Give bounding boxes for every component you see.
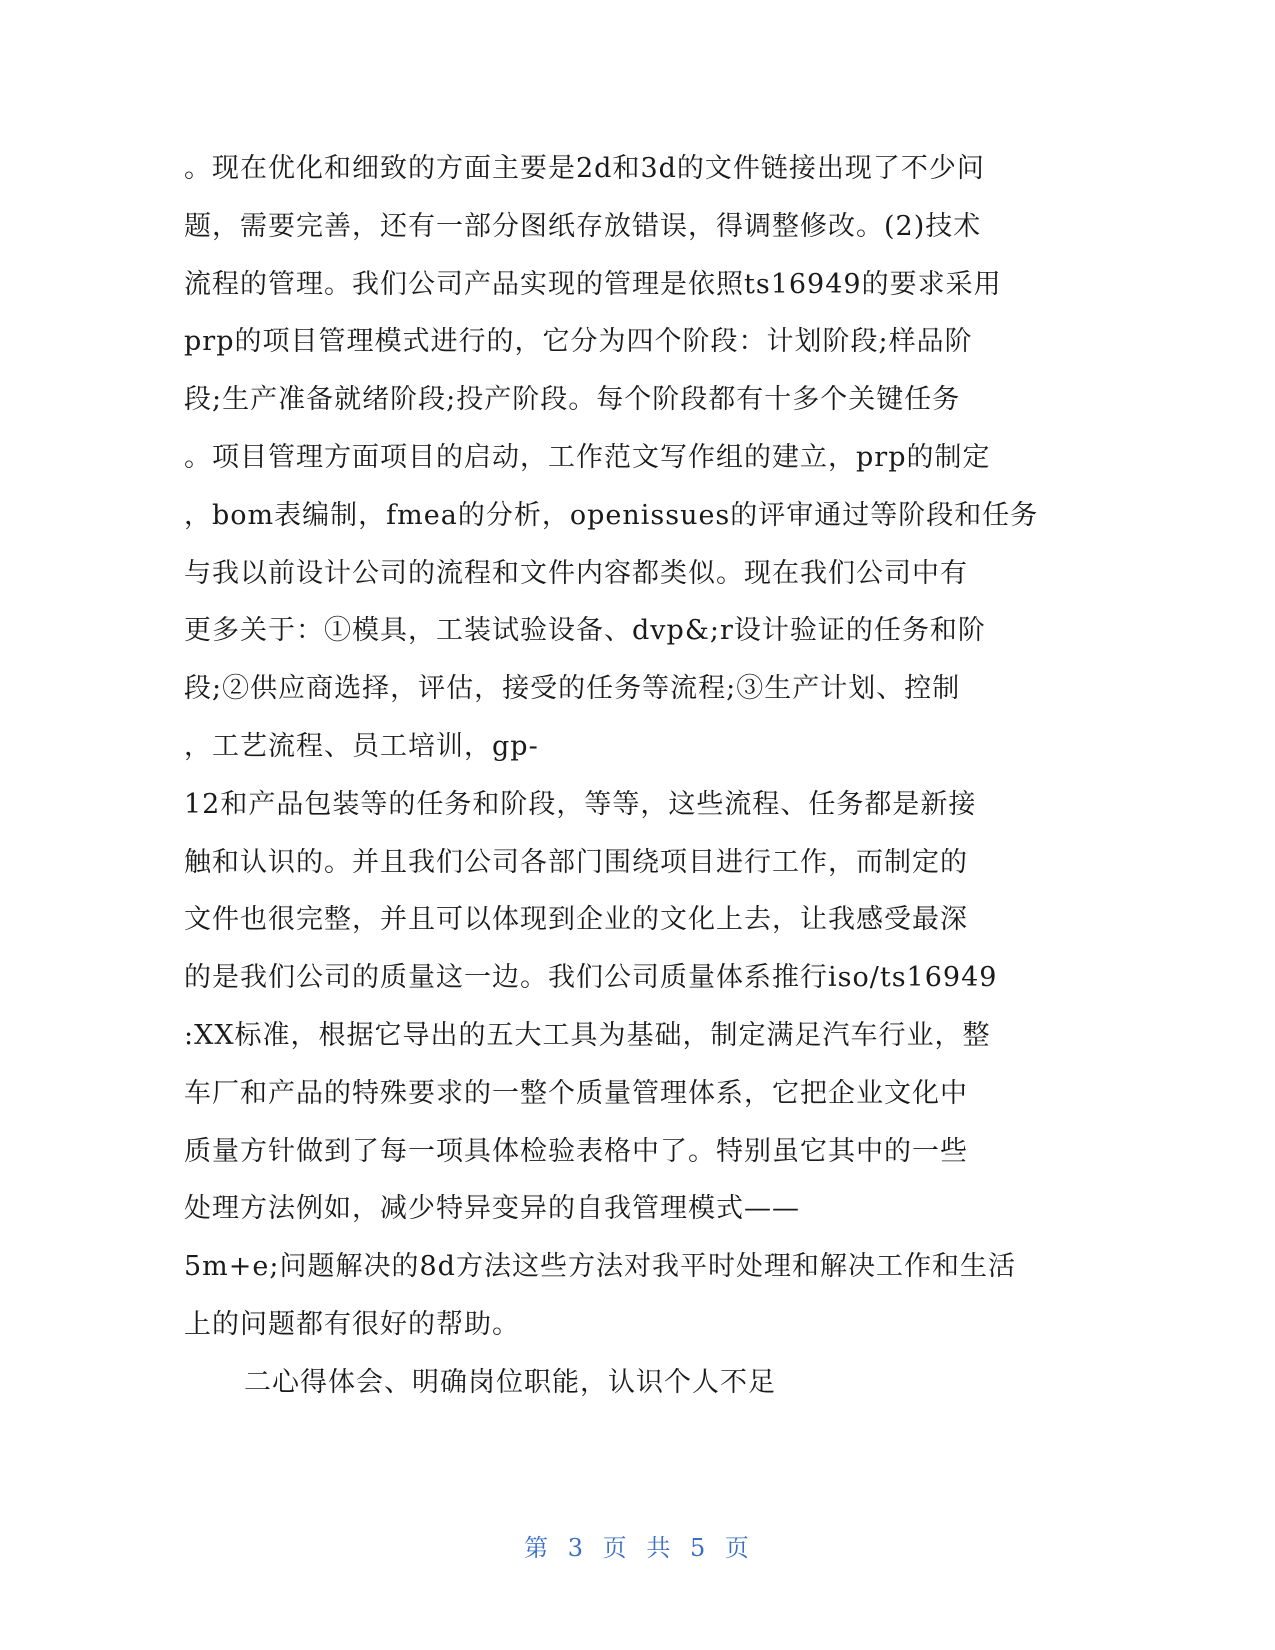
footer-ye-2: 页 <box>724 1534 751 1562</box>
section-heading: 二心得体会、明确岗位职能，认识个人不足 <box>244 1366 776 1398</box>
text-line: 处理方法例如，减少特异变异的自我管理模式—— <box>184 1193 800 1225</box>
text-line: 流程的管理。我们公司产品实现的管理是依照ts16949的要求采用 <box>184 268 1002 300</box>
text-line: ，bom表编制，fmea的分析，openissues的评审通过等阶段和任务 <box>184 499 1039 531</box>
text-line: prp的项目管理模式进行的，它分为四个阶段：计划阶段;样品阶 <box>184 326 973 358</box>
text-line: 车厂和产品的特殊要求的一整个质量管理体系，它把企业文化中 <box>184 1077 968 1109</box>
text-line: 文件也很完整，并且可以体现到企业的文化上去，让我感受最深 <box>184 904 968 936</box>
text-line: 。项目管理方面项目的启动，工作范文写作组的建立，prp的制定 <box>184 441 991 473</box>
text-line: 题，需要完善，还有一部分图纸存放错误，得调整修改。(2)技术 <box>184 210 982 242</box>
footer-di: 第 <box>524 1534 551 1562</box>
total-pages-number: 5 <box>689 1534 708 1562</box>
page-footer <box>0 1528 1275 1563</box>
text-line: 段;②供应商选择，评估，接受的任务等流程;③生产计划、控制 <box>184 673 961 705</box>
text-line: 的是我们公司的质量这一边。我们公司质量体系推行iso/ts16949 <box>184 962 998 994</box>
text-line: :XX标准，根据它导出的五大工具为基础，制定满足汽车行业，整 <box>184 1019 991 1051</box>
text-line: 12和产品包装等的任务和阶段，等等，这些流程、任务都是新接 <box>184 788 977 820</box>
body-text <box>184 140 1064 1412</box>
footer-ye: 页 <box>602 1534 629 1562</box>
text-line: 段;生产准备就绪阶段;投产阶段。每个阶段都有十多个关键任务 <box>184 384 961 416</box>
footer-gong: 共 <box>646 1534 673 1562</box>
text-line: 质量方针做到了每一项具体检验表格中了。特别虽它其中的一些 <box>184 1135 968 1167</box>
text-line: ，工艺流程、员工培训，gp- <box>184 730 539 762</box>
text-line: 。现在优化和细致的方面主要是2d和3d的文件链接出现了不少问 <box>184 153 985 184</box>
text-line: 触和认识的。并且我们公司各部门围绕项目进行工作，而制定的 <box>184 846 968 878</box>
current-page-number: 3 <box>567 1534 586 1562</box>
text-line: 更多关于：①模具，工装试验设备、dvp&;r设计验证的任务和阶 <box>184 615 986 647</box>
text-line: 上的问题都有很好的帮助。 <box>184 1308 520 1340</box>
text-line: 与我以前设计公司的流程和文件内容都类似。现在我们公司中有 <box>184 557 968 589</box>
text-line: 5m+e;问题解决的8d方法这些方法对我平时处理和解决工作和生活 <box>184 1251 1016 1283</box>
